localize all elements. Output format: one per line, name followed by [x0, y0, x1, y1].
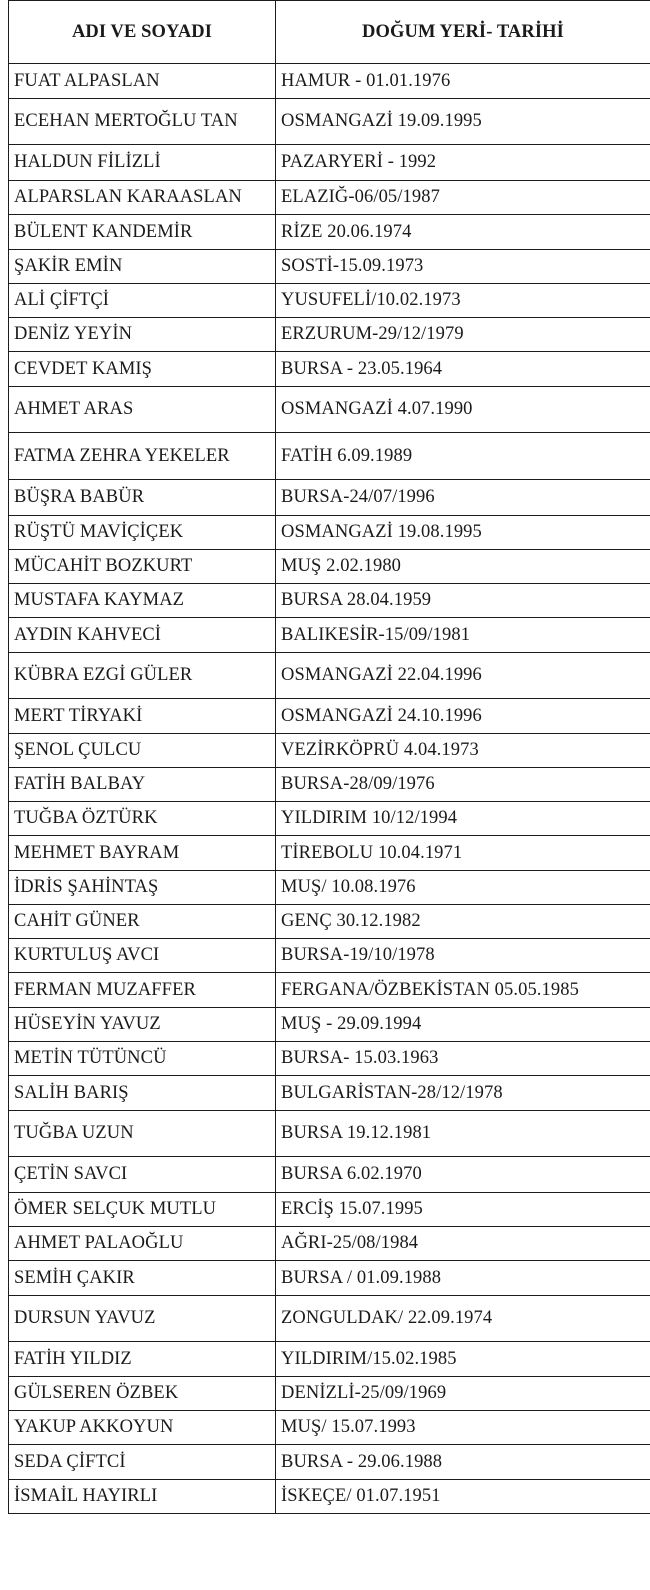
person-name-cell: TUĞBA ÖZTÜRK	[9, 802, 276, 836]
person-name-cell: İSMAİL HAYIRLI	[9, 1480, 276, 1514]
birth-place-date-text: DENİZLİ-25/09/1969	[281, 1383, 447, 1404]
person-name-cell: FATMA ZEHRA YEKELER	[9, 433, 276, 480]
birth-place-date-text: BURSA / 01.09.1988	[281, 1267, 442, 1288]
birth-place-date-text: BURSA-28/09/1976	[281, 774, 435, 795]
birth-place-date-cell	[276, 734, 650, 768]
person-name-cell: AHMET ARAS	[9, 387, 276, 433]
person-name-cell: DENİZ YEYİN	[9, 318, 276, 352]
person-name-cell: ECEHAN MERTOĞLU TAN	[9, 99, 276, 145]
birth-place-date-cell	[276, 1377, 650, 1411]
person-name-cell: HALDUN FİLİZLİ	[9, 145, 276, 181]
birth-place-date-cell	[276, 1445, 650, 1480]
birth-place-date-text: YILDIRIM 10/12/1994	[281, 808, 458, 829]
birth-place-date-cell	[276, 64, 650, 99]
birth-place-date-cell	[276, 1296, 650, 1342]
table-row	[9, 871, 650, 905]
table-row	[9, 284, 650, 318]
birth-place-date-text: ZONGULDAK/ 22.09.1974	[281, 1308, 493, 1329]
birth-place-date-text: YILDIRIM/15.02.1985	[281, 1348, 457, 1369]
table-row	[9, 1261, 650, 1296]
birth-place-date-cell	[276, 1261, 650, 1296]
birth-place-date-cell	[276, 480, 650, 516]
birth-place-date-text: BURSA 19.12.1981	[281, 1123, 432, 1144]
birth-place-date-text: BURSA- 15.03.1963	[281, 1048, 439, 1069]
birth-place-date-cell	[276, 618, 650, 653]
table-row	[9, 1042, 650, 1076]
birth-place-date-cell	[276, 215, 650, 250]
birth-place-date-cell	[276, 1042, 650, 1076]
table-row	[9, 1157, 650, 1193]
table-row	[9, 802, 650, 836]
table-row	[9, 1377, 650, 1411]
person-name-cell: İDRİS ŞAHİNTAŞ	[9, 871, 276, 905]
table-row	[9, 1411, 650, 1445]
birth-place-date-cell	[276, 905, 650, 939]
birth-place-date-cell	[276, 433, 650, 480]
table-row	[9, 653, 650, 699]
birth-place-date-cell	[276, 1193, 650, 1227]
birth-place-date-text: VEZİRKÖPRÜ 4.04.1973	[281, 740, 479, 761]
birth-place-date-cell	[276, 1411, 650, 1445]
person-name-cell: METİN TÜTÜNCÜ	[9, 1042, 276, 1076]
table-row	[9, 1480, 650, 1514]
birth-place-date-cell	[276, 584, 650, 618]
table-row	[9, 905, 650, 939]
birth-place-date-text: OSMANGAZİ 24.10.1996	[281, 705, 482, 726]
table-row	[9, 584, 650, 618]
birth-place-date-text: GENÇ 30.12.1982	[281, 911, 421, 932]
birth-place-date-text: YUSUFELİ/10.02.1973	[281, 290, 461, 311]
person-name-cell: AYDIN KAHVECİ	[9, 618, 276, 653]
person-name-cell: SEDA ÇİFTCİ	[9, 1445, 276, 1480]
birth-place-date-text: HAMUR - 01.01.1976	[281, 70, 451, 91]
birth-place-date-text: BURSA - 29.06.1988	[281, 1451, 443, 1472]
table-row	[9, 1342, 650, 1377]
birth-place-date-text: BURSA 6.02.1970	[281, 1164, 422, 1185]
table-row	[9, 618, 650, 653]
birth-place-date-text: SOSTİ-15.09.1973	[281, 256, 424, 277]
table-row	[9, 699, 650, 734]
birth-place-date-text: PAZARYERİ - 1992	[281, 152, 437, 173]
birth-records-table	[8, 0, 650, 1514]
person-name-cell: BÜŞRA BABÜR	[9, 480, 276, 516]
table-row	[9, 318, 650, 352]
name-column-header: ADI VE SOYADI	[9, 1, 276, 64]
person-name-cell: DURSUN YAVUZ	[9, 1296, 276, 1342]
birth-place-date-cell	[276, 768, 650, 802]
table-row	[9, 1076, 650, 1111]
birth-place-date-cell	[276, 387, 650, 433]
birth-place-date-text: AĞRI-25/08/1984	[281, 1233, 419, 1254]
birth-place-date-cell	[276, 352, 650, 387]
birth-place-date-text: ERCİŞ 15.07.1995	[281, 1199, 423, 1220]
table-row	[9, 1445, 650, 1480]
person-name-cell: ŞENOL ÇULCU	[9, 734, 276, 768]
table-header	[9, 1, 650, 64]
birth-place-date-text: BURSA 28.04.1959	[281, 590, 432, 611]
table-row	[9, 480, 650, 516]
birth-place-date-text: RİZE 20.06.1974	[281, 221, 412, 242]
person-name-cell: FATİH BALBAY	[9, 768, 276, 802]
table-row	[9, 734, 650, 768]
person-name-cell: BÜLENT KANDEMİR	[9, 215, 276, 250]
table-row	[9, 433, 650, 480]
birth-place-date-text: İSKEÇE/ 01.07.1951	[281, 1486, 441, 1507]
person-name-cell: AHMET PALAOĞLU	[9, 1227, 276, 1261]
birth-place-date-cell	[276, 550, 650, 584]
table-row	[9, 387, 650, 433]
table-row	[9, 352, 650, 387]
birth-place-date-cell	[276, 145, 650, 181]
person-name-cell: HÜSEYİN YAVUZ	[9, 1008, 276, 1042]
person-name-cell: FATİH YILDIZ	[9, 1342, 276, 1377]
birth-place-date-text: ERZURUM-29/12/1979	[281, 324, 464, 345]
birth-place-date-text: MUŞ/ 15.07.1993	[281, 1417, 416, 1438]
birth-place-date-cell	[276, 939, 650, 973]
person-name-cell: MEHMET BAYRAM	[9, 836, 276, 871]
birth-place-date-cell	[276, 653, 650, 699]
person-name-cell: SEMİH ÇAKIR	[9, 1261, 276, 1296]
person-name-cell: MUSTAFA KAYMAZ	[9, 584, 276, 618]
birth-place-date-cell	[276, 1480, 650, 1514]
table-row	[9, 1227, 650, 1261]
person-name-cell: CEVDET KAMIŞ	[9, 352, 276, 387]
person-name-cell: KURTULUŞ AVCI	[9, 939, 276, 973]
birth-place-date-cell	[276, 1342, 650, 1377]
birth-place-date-cell	[276, 284, 650, 318]
birth-column-header: DOĞUM YERİ- TARİHİ	[276, 1, 650, 64]
person-name-cell: ÇETİN SAVCI	[9, 1157, 276, 1193]
birth-place-date-text: OSMANGAZİ 19.08.1995	[281, 522, 482, 543]
person-name-cell: ALİ ÇİFTÇİ	[9, 284, 276, 318]
birth-place-date-cell	[276, 516, 650, 550]
birth-place-date-cell	[276, 1157, 650, 1193]
person-name-cell: MÜCAHİT BOZKURT	[9, 550, 276, 584]
birth-place-date-cell	[276, 99, 650, 145]
table-row	[9, 1008, 650, 1042]
birth-place-date-text: OSMANGAZİ 4.07.1990	[281, 399, 473, 420]
birth-place-date-text: BURSA - 23.05.1964	[281, 358, 443, 379]
birth-place-date-cell	[276, 973, 650, 1008]
birth-place-date-text: ELAZIĞ-06/05/1987	[281, 187, 440, 208]
birth-place-date-text: BURSA-24/07/1996	[281, 487, 435, 508]
birth-place-date-cell	[276, 1008, 650, 1042]
table-row	[9, 836, 650, 871]
person-name-cell: GÜLSEREN ÖZBEK	[9, 1377, 276, 1411]
table-row	[9, 1111, 650, 1157]
birth-place-date-text: MUŞ 2.02.1980	[281, 556, 402, 577]
person-name-cell: MERT TİRYAKİ	[9, 699, 276, 734]
person-name-cell: RÜŞTÜ MAVİÇİÇEK	[9, 516, 276, 550]
birth-place-date-cell	[276, 250, 650, 284]
birth-place-date-cell	[276, 836, 650, 871]
table-row	[9, 939, 650, 973]
person-name-cell: SALİH BARIŞ	[9, 1076, 276, 1111]
birth-place-date-text: FERGANA/ÖZBEKİSTAN 05.05.1985	[281, 979, 579, 1000]
table-row	[9, 64, 650, 99]
person-name-cell: TUĞBA UZUN	[9, 1111, 276, 1157]
birth-place-date-cell	[276, 802, 650, 836]
birth-place-date-text: OSMANGAZİ 22.04.1996	[281, 665, 482, 686]
person-name-cell: KÜBRA EZGİ GÜLER	[9, 653, 276, 699]
table-row	[9, 1193, 650, 1227]
person-name-cell: ŞAKİR EMİN	[9, 250, 276, 284]
table-row	[9, 1296, 650, 1342]
person-name-cell: ÖMER SELÇUK MUTLU	[9, 1193, 276, 1227]
birth-place-date-cell	[276, 1111, 650, 1157]
birth-place-date-text: BURSA-19/10/1978	[281, 945, 435, 966]
birth-place-date-cell	[276, 318, 650, 352]
birth-place-date-text: BALIKESİR-15/09/1981	[281, 624, 471, 645]
header-row	[9, 1, 650, 64]
person-name-cell: ALPARSLAN KARAASLAN	[9, 181, 276, 215]
birth-place-date-text: TİREBOLU 10.04.1971	[281, 842, 463, 863]
birth-place-date-text: MUŞ - 29.09.1994	[281, 1014, 422, 1035]
table-row	[9, 550, 650, 584]
birth-place-date-text: BULGARİSTAN-28/12/1978	[281, 1082, 503, 1103]
birth-place-date-cell	[276, 181, 650, 215]
table-row	[9, 973, 650, 1008]
table-row	[9, 516, 650, 550]
table-row	[9, 181, 650, 215]
birth-place-date-cell	[276, 1227, 650, 1261]
person-name-cell: FERMAN MUZAFFER	[9, 973, 276, 1008]
birth-place-date-text: OSMANGAZİ 19.09.1995	[281, 111, 482, 132]
table-row	[9, 145, 650, 181]
birth-place-date-text: MUŞ/ 10.08.1976	[281, 877, 416, 898]
person-name-cell: CAHİT GÜNER	[9, 905, 276, 939]
birth-place-date-cell	[276, 871, 650, 905]
table-row	[9, 250, 650, 284]
person-name-cell: FUAT ALPASLAN	[9, 64, 276, 99]
table-row	[9, 768, 650, 802]
birth-place-date-cell	[276, 1076, 650, 1111]
person-name-cell: YAKUP AKKOYUN	[9, 1411, 276, 1445]
birth-place-date-cell	[276, 699, 650, 734]
table-row	[9, 99, 650, 145]
birth-place-date-text: FATİH 6.09.1989	[281, 445, 413, 466]
table-row	[9, 215, 650, 250]
table-body	[9, 64, 650, 1514]
